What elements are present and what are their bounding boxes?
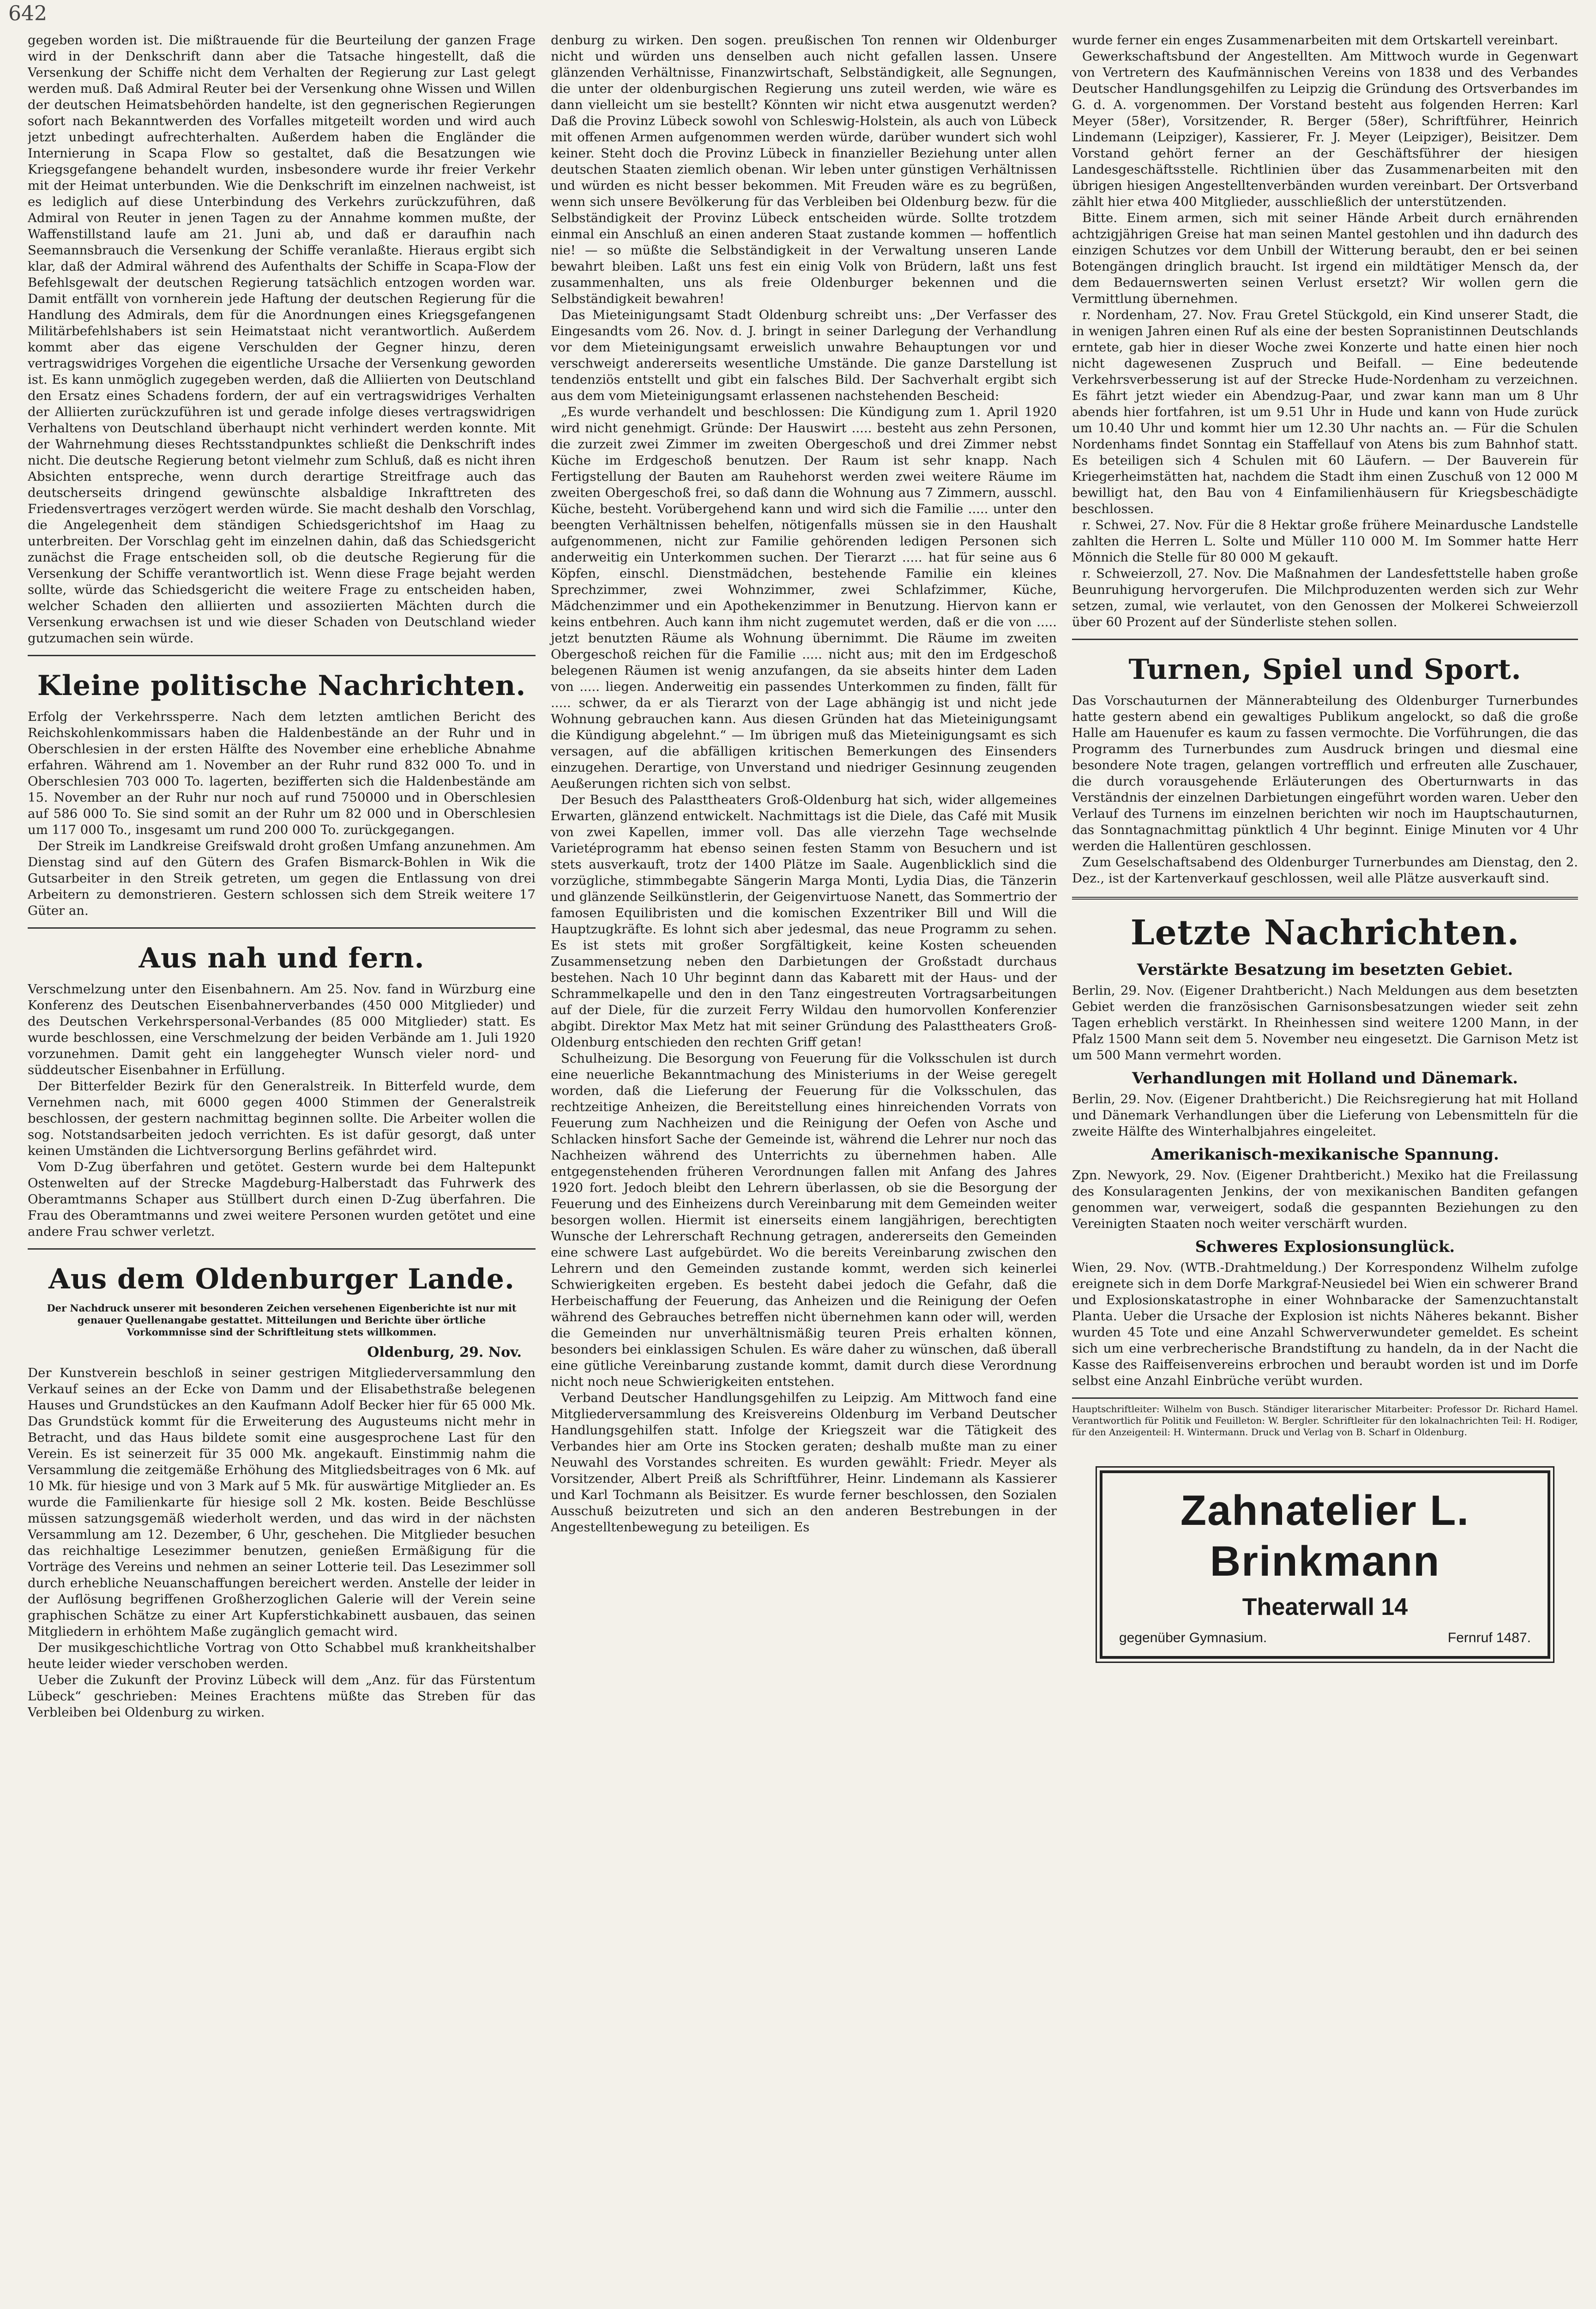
article-paragraph: Zum Geselschaftsabend des Oldenburger Turnerbundes am Dienstag, den 2. Dez., ist der Kartenverkauf geschlossen, weil alle Plätze ausverkauft sind.: [1072, 855, 1578, 886]
article-paragraph: Wien, 29. Nov. (WTB.-Drahtmeldung.) Der Korrespondenz Wilhelm zufolge ereignete sich in dem Dorfe Markgraf-Neusiedel bei Wien ein schwerer Brand und Explosionskatastrophe in einer Wohnbaracke der Samenzuchtanstalt Planta. Ueber die Ursache der Explosion ist nichts Näheres bekannt. Bisher wurden 45 Tote und eine Anzahl Schwerverwundeter gemeldet. Es scheint sich um eine verbrecherische Brandstiftung zu handeln, da in der Nacht die Kasse des Raiffeisenvereins erbrochen und beraubt worden ist und im Dorfe selbst eine Anzahl Einbrüche verübt wurden.: [1072, 1260, 1578, 1388]
section-divider: [1072, 1397, 1578, 1399]
middle-column: [549, 32, 1057, 2309]
article-paragraph: Zpn. Newyork, 29. Nov. (Eigener Drahtbericht.) Mexiko hat die Freilassung des Konsularagenten Jenkins, der von mexikanischen Banditen gefangen genommen war, verweigert, sodaß die gespannten Beziehungen zu den Vereinigten Staaten noch weiter verschärft wurden.: [1072, 1168, 1578, 1231]
article-paragraph: denburg zu wirken. Den sogen. preußischen Ton rennen wir Oldenburger nicht und würden uns denselben auch nicht gefallen lassen. Unsere glänzenden Verhältnisse, Finanzwirtschaft, Selbständigkeit, alle Segnungen, die unter der oldenburgischen Regierung uns zuteil werden, wie wäre es dann vielleicht um sie bestellt? Könnten wir nicht etwa ausgenutzt werden? Daß die Provinz Lübeck sowohl von Schleswig-Holstein, als auch von Lübeck mit offenen Armen aufgenommen werden würde, darüber wundert sich wohl keiner. Steht doch die Provinz Lübeck in finanzieller Beziehung unter allen deutschen Staaten ziemlich obenan. Wir leben unter günstigen Verhältnissen und würden es nicht besser bekommen. Mit Freuden wäre es zu begrüßen, wenn sich unsere Bevölkerung für das Verbleiben bei Oldenburg bezw. für die Selbständigkeit der Provinz Lübeck entscheiden würde. Sollte trotzdem einmal ein Anschluß an einen anderen Staat zustande kommen — hoffentlich nie! — so müßte die Selbständigkeit in der Verwaltung unseren Lande bewahrt bleiben. Laßt uns fest ein einig Volk von Brüdern, laßt uns fest zusammenhalten, uns als freie Oldenburger bekennen und die Selbständigkeit bewahren!: [551, 33, 1057, 306]
article-paragraph: Bitte. Einem armen, sich mit seiner Hände Arbeit durch ernährenden achtzigjährigen Greise hat man seinen Mantel gestohlen und ihn dadurch des einzigen Schutzes vor dem Unbill der Witterung beraubt, den er bei seinen Botengängen dringlich braucht. Ist irgend ein mildtätiger Mensch da, der dem Bedauernswerten seinen Verlust ersetzt? Wir wollen gern die Vermittlung übernehmen.: [1072, 211, 1578, 306]
news-headline: Verstärkte Besatzung im besetzten Gebiet.: [1137, 961, 1513, 979]
article-paragraph: Verschmelzung unter den Eisenbahnern. Am 25. Nov. fand in Würzburg eine Konferenz des Deutschen Eisenbahnerverbandes (450 000 Mitglieder) und des Deutschen Verkehrspersonal-Verbandes (85 000 Mitglieder) statt. Es wurde beschlossen, eine Verschmelzung der beiden Verbände am 1. Juli 1920 vorzunehmen. Damit geht ein langgehegter Wunsch vieler nord- und süddeutscher Eisenbahner in Erfüllung.: [28, 982, 536, 1077]
section-divider: [28, 1248, 536, 1250]
article-paragraph: Berlin, 29. Nov. (Eigener Drahtbericht.) Die Reichsregierung hat mit Holland und Dänemark Verhandlungen über die Lieferung von Lebensmitteln für die zweite Hälfte des Winterhalbjahres eingeleitet.: [1072, 1092, 1578, 1139]
ad-title: Zahnatelier L. Brinkmann: [1180, 1487, 1470, 1585]
article-paragraph: r. Schweierzoll, 27. Nov. Die Maßnahmen der Landesfettstelle haben große Beunruhigung hervorgerufen. Die Milchproduzenten werden sich zur Wehr setzen, zumal, wie verlautet, von den Genossen der Molkerei Schweierzoll über 60 Prozent auf der Sünderliste stehen sollen.: [1072, 566, 1578, 629]
section-title-sport: Turnen, Spiel und Sport.: [1128, 653, 1522, 686]
article-paragraph: „Es wurde verhandelt und beschlossen: Die Kündigung zum 1. April 1920 wird nicht genehmigt. Gründe: Der Hauswirt ..... besteht aus zehn Personen, die zurzeit zwei Zimmer im zweiten Obergeschoß und drei Zimmer nebst Küche im Erdgeschoß benutzen. Der Raum ist sehr knapp. Nach Fertigstellung der Bauten am Rauhehorst werden zwei weitere Räume im zweiten Obergeschoß frei, so daß dann die Wohnung aus 7 Zimmern, ausschl. Küche, besteht. Vorübergehend kann und wird sich die Familie ..... unter den beengten Verhältnissen behelfen, nötigenfalls müssen sie in den Haushalt aufgenommenen, nicht zur Familie gehörenden ledigen Personen sich anderweitig ein Unterkommen suchen. Der Tierarzt ..... hat für seine aus 6 Köpfen, einschl. Dienstmädchen, bestehende Familie ein kleines Sprechzimmer, zwei Wohnzimmer, zwei Schlafzimmer, Küche, Mädchenzimmer und ein Apothekenzimmer in Benutzung. Hiervon kann er keins entbehren. Auch kann ihm nicht zugemutet werden, daß er die von ..... jetzt benutzten Räume als Wohnung übernimmt. Die Räume im zweiten Obergeschoß reichen für die Familie ..... nicht aus; mit den im Erdgeschoß belegenen Räumen ist wenig anzufangen, da sie abseits hinter dem Laden von ..... liegen. Anderweitig ein passendes Unterkommen zu finden, fällt für ..... schwer, da er als Tierarzt von der Lage abhängig ist und nicht jede Wohnung gebrauchen kann. Aus diesen Gründen hat das Mieteinigungsamt die Kündigung abgelehnt.“ — Im übrigen muß das Mieteinigungsamt es sich versagen, auf die abfälligen kritischen Bemerkungen des Einsenders einzugehen. Derartige, von Unverstand und niedriger Gesinnung zeugenden Aeußerungen richten sich von selbst.: [551, 405, 1057, 791]
ad-phone: Fernruf 1487.: [1447, 1630, 1531, 1645]
section-title-oldenburger-lande: Aus dem Oldenburger Lande.: [48, 1263, 515, 1295]
article-paragraph: Der Bitterfelder Bezirk für den Generalstreik. In Bitterfeld wurde, dem Vernehmen nach, mit 6000 gegen 4000 Stimmen der Generalstreik beschlossen, der gestern nachmittag beginnen sollte. Die Arbeiter wollen die sog. Notstandsarbeiten jedoch verrichten. Es ist dafür gesorgt, daß unter keinen Umständen die Lichtversorgung Berlins gefährdet wird.: [28, 1079, 536, 1158]
section-divider: [28, 655, 536, 656]
article-paragraph: r. Schwei, 27. Nov. Für die 8 Hektar große frühere Meinardusche Landstelle zahlten die Herren L. Solte und Müller 110 000 M. Im Sommer hatte Herr Mönnich die Stelle für 80 000 M gekauft.: [1072, 518, 1578, 565]
section-divider: [28, 927, 536, 929]
page-number: 642: [8, 2, 47, 25]
article-paragraph: Erfolg der Verkehrssperre. Nach dem letzten amtlichen Bericht des Reichskohlenkommissars haben die Haldenbestände an der Ruhr und in Oberschlesien in der ersten Hälfte des November eine erhebliche Abnahme erfahren. Während am 1. November an der Ruhr rund 832 000 To. und in Oberschlesien 703 000 To. lagerten, bezifferten sich die Haldenbestände am 15. November an der Ruhr nur noch auf rund 750000 und in Oberschlesien auf 586 000 To. Sie sind somit an der Ruhr um 82 000 und in Oberschlesien um 117 000 To., insgesamt um rund 200 000 To. zurückgegangen.: [28, 709, 536, 837]
article-paragraph: Der musikgeschichtliche Vortrag von Otto Schabbel muß krankheitshalber heute leider wieder verschoben werden.: [28, 1640, 536, 1671]
article-paragraph: Der Streik im Landkreise Greifswald droht großen Umfang anzunehmen. Am Dienstag sind auf den Gütern des Grafen Bismarck-Bohlen in Wik die Gutsarbeiter in den Streik getreten, um gegen die Entlassung von drei Arbeitern zu demonstrieren. Gestern schlossen sich dem Streik weitere 17 Güter an.: [28, 839, 536, 918]
article-paragraph: Das Vorschauturnen der Männerabteilung des Oldenburger Turnerbundes hatte gestern abend ein gewaltiges Publikum angelockt, so daß die große Halle am Hauenufer es kaum zu fassen vermochte. Die Vorführungen, die das Programm des Turnerbundes zum Ausdruck bringen und diesmal eine besondere Note tragen, gelangen vortrefflich und erfreuten alle Zuschauer, die durch vorausgehende Erläuterungen des Oberturnwarts in das Verständnis der einzelnen Darbietungen eingeführt worden waren. Ueber den Verlauf des Turnens im einzelnen berichten wir noch im Hauptschauturnen, das Sonntagnachmittag pünktlich 4 Uhr beginnt. Einige Minuten vor 4 Uhr werden die Hallentüren geschlossen.: [1072, 693, 1578, 853]
column-grid: [28, 32, 1578, 2309]
article-paragraph: wurde ferner ein enges Zusammenarbeiten mit dem Ortskartell vereinbart.: [1072, 33, 1558, 48]
left-column: [28, 32, 536, 2309]
section-divider: [1072, 639, 1578, 640]
news-headline: Amerikanisch-mexikanische Spannung.: [1151, 1145, 1499, 1164]
ad-footer: [1112, 1630, 1538, 1646]
article-paragraph: Ueber die Zukunft der Provinz Lübeck will dem „Anz. für das Fürstentum Lübeck“ geschrieben: Meines Erachtens müßte das Streben für das Verbleiben bei Oldenburg zu wirken.: [28, 1673, 536, 1720]
news-headline: Verhandlungen mit Holland und Dänemark.: [1132, 1069, 1518, 1088]
dateline: Oldenburg, 29. Nov.: [367, 1344, 522, 1360]
section-divider: [1072, 897, 1578, 900]
article-paragraph: Berlin, 29. Nov. (Eigener Drahtbericht.) Nach Meldungen aus dem besetzten Gebiet werden die französischen Garnisonsbesatzungen wieder seit zehn Tagen erheblich verstärkt. In Rheinhessen sind weitere 1200 Mann, in der Pfalz 1500 Mann seit dem 5. November neu eingesetzt. Die Garnison Metz ist um 500 Mann vermehrt worden.: [1072, 983, 1578, 1063]
article-paragraph: Der Kunstverein beschloß in seiner gestrigen Mitgliederversammlung den Verkauf seines an der Ecke von Damm und der Elisabethstraße belegenen Hauses und Grundstückes an den Kaufmann Adolf Becker hier für 65 000 Mk. Das Grundstück kommt für die Erweiterung des Augusteums nicht mehr in Betracht, und das Haus bildete somit eine ausgesprochene Last für den Verein. Es ist seinerzeit für 35 000 Mk. angekauft. Einstimmig nahm die Versammlung die zeitgemäße Erhöhung des Mitgliedsbeitrages von 6 Mk. auf 10 Mk. für hiesige und von 3 Mark auf 5 Mk. für auswärtige Mitglieder an. Es wurde die Familienkarte für hiesige soll 2 Mk. kosten. Beide Beschlüsse müssen satzungsgemäß wiederholt werden, und das wird in der nächsten Versammlung am 12. Dezember, 6 Uhr, geschehen. Die Mitglieder besuchen das reichhaltige Lesezimmer benutzen, genießen Ermäßigung für die Vorträge des Vereins und nehmen an seiner Lotterie teil. Das Lesezimmer soll durch erhebliche Neuanschaffungen bereichert werden. Anstelle der leider in der Auflösung begriffenen Großherzoglichen Galerie will der Verein seine graphischen Schätze zu einer Art Kupferstichkabinett ausbauen, das seinen Mitgliedern in erhöhtem Maße zugänglich gemacht wird.: [28, 1366, 536, 1639]
imprint: Hauptschriftleiter: Wilhelm von Busch. Ständiger literarischer Mitarbeiter: Professor Dr. Richard Hamel. Verantwortlich für Politik und Feuilleton: W. Bergler. Schriftleiter für den lokalnachrichten Teil: H. Rodiger, für den Anzeigenteil: H. Wintermann. Druck und Verlag von B. Scharf in Oldenburg.: [1072, 1403, 1578, 1438]
reprint-note: Der Nachdruck unserer mit besonderen Zeichen versehenen Eigenberichte ist nur mit genauer Quellenangabe gestattet. Mitteilungen und Berichte über örtliche Vorkommnisse sind der Schriftleitung stets willkommen.: [47, 1302, 517, 1338]
news-headline: Schweres Explosionsunglück.: [1195, 1238, 1455, 1256]
article-paragraph: gegeben worden ist. Die mißtrauende für die Beurteilung der ganzen Frage wird in der Denkschrift dann aber die Tatsache hingestellt, daß die Versenkung der Schiffe nicht dem Verhalten der Regierung zur Last gelegt werden muß. Daß Admiral Reuter bei der Versenkung ohne Wissen und Willen der deutschen Heimatsbehörden handelte, ist den gegnerischen Regierungen sofort nach Bekanntwerden des Vorfalles mitgeteilt worden und wird auch jetzt unbedingt aufrechterhalten. Außerdem haben die Engländer die Internierung in Scapa Flow so gestaltet, daß die Besatzungen wie Kriegsgefangene behandelt wurden, insbesondere wurde ihr freier Verkehr mit der Heimat unterbunden. Wie die Denkschrift im einzelnen nachweist, ist es lediglich auf diese Unterbindung des Verkehrs zurückzuführen, daß Admiral von Reuter in jenen Tagen zu der Annahme kommen mußte, der Waffenstillstand laufe am 21. Juni ab, und daß er daraufhin nach Seemannsbrauch die Versenkung der Schiffe veranlaßte. Hieraus ergibt sich klar, daß der Admiral während des Aufenthalts der Schiffe in Scapa-Flow der Befehlsgewalt der deutschen Regierung tatsächlich entzogen worden war. Damit entfällt von vornherein jede Haftung der deutschen Regierung für die Handlung des Admirals, dem für die Anordnungen eines Kriegsgefangenen Militärbefehlshabers ist sein Heimatstaat nicht verantwortlich. Außerdem kommt aber das eigene Verschulden der Gegner hinzu, deren vertragswidriges Vorgehen die eigentliche Ursache der Versenkung geworden ist. Es kann unmöglich zugegeben werden, daß die Alliierten von Deutschland den Ersatz eines Schadens fordern, der auf ein vertragswidriges Verhalten der Alliierten zurückzuführen ist und gerade infolge dieses vertragswidrigen Verhaltens von Deutschland überhaupt nicht verhindert werden konnte. Mit der Wahrnehmung dieses Rechtsstandpunktes schließt die Denkschrift indes nicht. Die deutsche Regierung betont vielmehr zum Schluß, daß es nicht ihren Absichten entspreche, wenn durch derartige Streitfrage auch das deutscherseits dringend gewünschte alsbaldige Inkrafttreten des Friedensvertrages verzögert werden würde. Sie macht deshalb den Vorschlag, die Angelegenheit dem ständigen Schiedsgerichtshof im Haag zu unterbreiten. Der Vorschlag geht im einzelnen dahin, daß das Schiedsgericht zunächst die Frage entscheiden soll, ob die deutsche Regierung für die Versenkung der Schiffe verantwortlich ist. Wenn diese Frage bejaht werden sollte, würde das Schiedsgericht die weitere Frage zu entscheiden haben, welcher Schaden den alliierten und assoziierten Mächten durch die Versenkung erwachsen ist und wie dieser Schaden von Deutschland wieder gutzumachen sein würde.: [28, 33, 536, 646]
section-title-kleine-nachrichten: Kleine politische Nachrichten.: [37, 670, 526, 702]
article-paragraph: Schulheizung. Die Besorgung von Feuerung für die Volksschulen ist durch eine neuerliche Bekanntmachung des Ministeriums in der Weise geregelt worden, daß die Lieferung der Feuerung für die Volksschulen, das rechtzeitige Anheizen, die Bereitstellung eines hinreichenden Vorrats von Feuerung zum Nachheizen und die Reinigung der Oefen von Asche und Schlacken hinsfort Sache der Gemeinde ist, während die Lehrer nur noch das Nachheizen während des Unterrichts zu übernehmen haben. Alle entgegenstehenden früheren Verordnungen fallen mit Anfang des Jahres 1920 fort. Jedoch bleibt den Lehrern überlassen, ob sie die Besorgung der Feuerung und des Einheizens durch Vereinbarung mit dem Gemeinden weiter besorgen wollen. Hiermit ist einerseits einem langjährigen, berechtigten Wunsche der Lehrerschaft Rechnung getragen, andererseits den Gemeinden eine schwere Last aufgebürdet. Wo die bereits Vereinbarung zwischen den Lehrern und den Gemeinden zustande kommt, werden sich keinerlei Schwierigkeiten ergeben. Es besteht dabei jedoch die Gefahr, daß die Herbeischaffung der Feuerung, das Anheizen und die Reinigung der Oefen während des Gebrauches betreffen nicht übernehmen kann oder will, werden die Gemeinden nur unverhältnismäßig teuren Preis erhalten können, besonders bei einklassigen Schulen. Es wäre daher zu wünschen, daß überall eine gütliche Vereinbarung zustande kommt, damit durch diese Verordnung nicht noch neue Schwierigkeiten entstehen.: [551, 1051, 1057, 1389]
section-title-letzte-nachrichten: Letzte Nachrichten.: [1130, 913, 1520, 953]
article-paragraph: Vom D-Zug überfahren und getötet. Gestern wurde bei dem Haltepunkt Ostenwelten auf der Strecke Magdeburg-Halberstadt das Fuhrwerk des Oberamtmanns Schaper aus Stüllbert durch einen D-Zug überfahren. Die Frau des Oberamtmanns und zwei weitere Personen wurden getötet und eine andere Frau schwer verletzt.: [28, 1160, 536, 1239]
article-paragraph: Das Mieteinigungsamt Stadt Oldenburg schreibt uns: „Der Verfasser des Eingesandts vom 26. Nov. d. J. bringt in seiner Darlegung der Verhandlung vor dem Mieteinigungsamt erweislich unwahre Behauptungen vor und verschweigt andererseits wesentliche Umstände. Die ganze Darstellung ist tendenziös entstellt und gibt ein falsches Bild. Der Sachverhalt ergibt sich aus dem vom Mieteinigungsamt erlassenen nachstehenden Bescheid:: [551, 308, 1057, 403]
article-paragraph: Der Besuch des Palasttheaters Groß-Oldenburg hat sich, wider allgemeines Erwarten, glänzend entwickelt. Nachmittags ist die Diele, das Café mit Musik von zwei Kapellen, immer voll. Das alle vierzehn Tage wechselnde Varietéprogramm hat ebenso seinen festen Stamm von Besuchern und ist stets ausverkauft, trotz der 1400 Plätze im Saale. Augenblicklich sind die vorzügliche, stimmbegabte Sängerin Marga Monti, Lydia Dias, die Tänzerin und glänzende Seilkünstlerin, der Geigenvirtuose Nanett, das Sommertrio der famosen Equilibristen und die komischen Exzentriker Bill und Will die Hauptzugkräfte. Es lohnt sich aber jedesmal, das neue Programm zu sehen. Es ist stets mit großer Sorgfältigkeit, keine Kosten scheuenden Zusammensetzung neben den Darbietungen der Großstadt durchaus bestehen. Nach 10 Uhr beginnt dann das Kabarett mit der Haus- und der Schrammelkapelle und den in den Tanz eingestreuten Vortragsarbeitungen auf der Diele, für die zurzeit Ferry Wildau den humorvollen Konferenzier abgibt. Direktor Max Metz hat mit seiner Gründung des Palasttheaters Groß-Oldenburg entschieden den rechten Griff getan!: [551, 792, 1057, 1050]
article-paragraph: r. Nordenham, 27. Nov. Frau Gretel Stückgold, ein Kind unserer Stadt, die in wenigen Jahren einen Ruf als eine der besten Sopranistinnen Deutschlands erntete, gab hier in dieser Woche zwei Konzerte und hatte einen hier noch nicht dagewesenen Zuspruch und Beifall. — Eine bedeutende Verkehrsverbesserung ist auf der Strecke Hude-Nordenham zu verzeichnen. Es fährt jetzt wieder ein Abendzug-Paar, und zwar kann man um 8 Uhr abends hier fortfahren, ist um 9.51 Uhr in Hude und kann von Hude zurück um 10.40 Uhr und kommt hier um 12.30 Uhr nachts an. — Für die Schulen Nordenhams findet Sonntag ein Staffellauf von Atens bis zum Bahnhof statt. Es beteiligen sich 4 Schulen mit 60 Läufern. — Der Bauverein für Kriegerheimstätten hat, nachdem die Stadt ihm einen Zuschuß von 12 000 M bewilligt hat, den Bau von 4 Einfamilienhäusern für Kriegsbeschädigte beschlossen.: [1072, 308, 1578, 516]
article-paragraph: Gewerkschaftsbund der Angestellten. Am Mittwoch wurde in Gegenwart von Vertretern des Kaufmännischen Vereins von 1838 und des Verbandes Deutscher Handlungsgehilfen zu Leipzig die Gründung des Ortsverbandes im G. d. A. vorgenommen. Der Vorstand besteht aus folgenden Herren: Karl Meyer (58er), Vorsitzender, R. Berger (58er), Schriftführer, Heinrich Lindemann (Leipziger), Kassierer, Fr. J. Meyer (Leipziger), Beisitzer. Dem Vorstand gehört ferner an der Geschäftsführer der hiesigen Landesgeschäftsstelle. Richtlinien über das Zusammenarbeiten mit den übrigen hiesigen Angestelltenverbänden wurden vereinbart. Der Ortsverband zählt hier etwa 400 Mitglieder, ausschließlich der unterstützenden.: [1072, 49, 1578, 209]
right-column: [1070, 32, 1578, 2309]
ad-address: Theaterwall 14: [1242, 1594, 1408, 1620]
advertisement-box: [1100, 1470, 1550, 1659]
section-title-aus-nah-und-fern: Aus nah und fern.: [139, 942, 425, 974]
ad-location-note: gegenüber Gymnasium.: [1119, 1630, 1267, 1645]
article-paragraph: Verband Deutscher Handlungsgehilfen zu Leipzig. Am Mittwoch fand eine Mitgliederversammlung des Kreisvereins Oldenburg im Verband Deutscher Handlungsgehilfen statt. Infolge der Kriegszeit war die Tätigkeit des Verbandes hier am Orte ins Stocken geraten; deshalb mußte man zu einer Neuwahl des Vorstandes schreiten. Es wurden gewählt: Friedr. Meyer als Vorsitzender, Albert Preiß als Schriftführer, Heinr. Lindemann als Kassierer und Karl Tochmann als Beisitzer. Es wurde ferner beschlossen, den Sozialen Ausschuß beizutreten und sich an den anderen Bestrebungen in der Angestelltenbewegung zu beteiligen. Es: [551, 1390, 1057, 1535]
